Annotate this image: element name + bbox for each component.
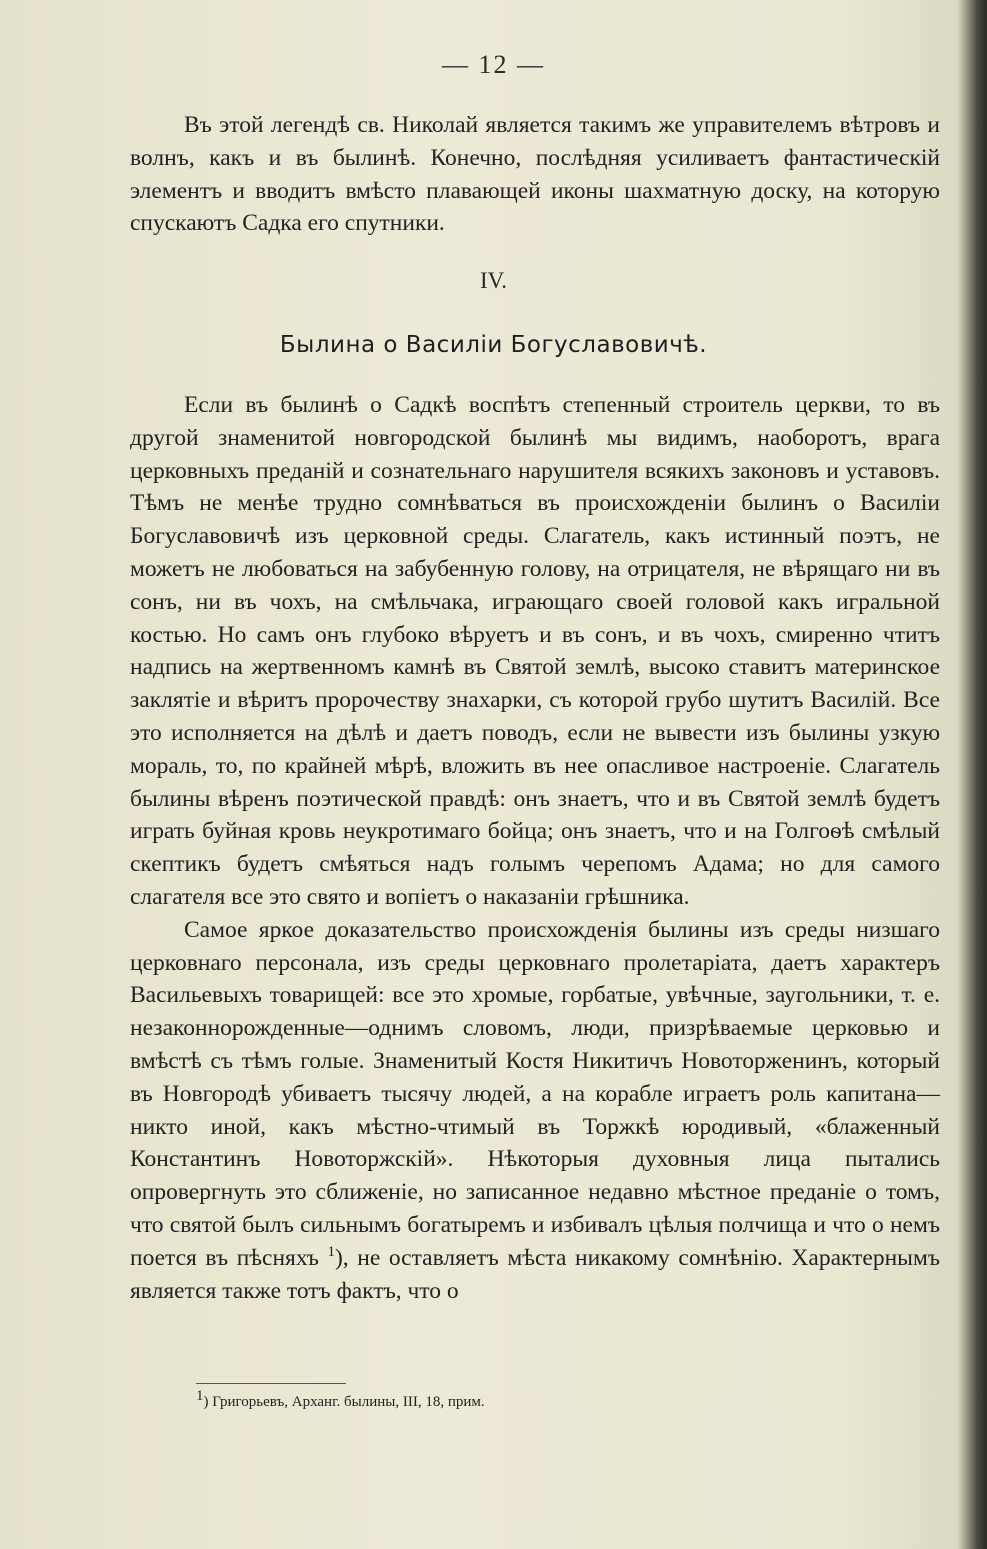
intro-paragraph: Въ этой легендѣ св. Николай является такимъ же управителемъ вѣтровъ и волнъ, какъ и въ былинѣ. Конечно, послѣдняя усиливаетъ фантастическій элементъ и вводитъ вмѣсто плавающей иконы шахматную доску, на которую спускаютъ Садка его спутники. bbox=[130, 112, 940, 237]
footnote: $^1$) Григорьевъ, Арханг. былины, III, 18, прим. bbox=[196, 1388, 485, 1410]
main-paragraph-2 bbox=[130, 914, 940, 1308]
main-text-block bbox=[130, 389, 940, 1307]
section-title: Былина о Василіи Богуславовичѣ. bbox=[279, 332, 708, 358]
footnote-divider bbox=[196, 1383, 346, 1384]
section-number: IV. bbox=[479, 268, 508, 293]
main-paragraph-1: Если въ былинѣ о Садкѣ воспѣтъ степенный строитель церкви, то въ другой знаменитой новгородской былинѣ мы видимъ, наоборотъ, врага церковныхъ преданій и сознательнаго нарушителя всякихъ законовъ и уставовъ. Тѣмъ не менѣе трудно сомнѣваться въ происхожденіи былинъ о Василіи Богуславовичѣ изъ церковной среды. Слагатель, какъ истинный поэтъ, не можетъ не любоваться на забубенную голову, на отрицателя, не вѣрящаго ни въ сонъ, ни въ чохъ, на смѣльчака, играющаго своей головой какъ игральной костью. Но самъ онъ глубоко вѣруетъ и въ сонъ, и въ чохъ, смиренно чтитъ надпись на жертвенномъ камнѣ въ Святой землѣ, высоко ставитъ материнское заклятіе и вѣритъ пророчеству знахарки, съ которой грубо шутитъ Василій. Все это исполняется на дѣлѣ и даетъ поводъ, если не вывести изъ былины узкую мораль, то, по крайней мѣрѣ, вложить въ нее опасливое настроеніе. Слагатель былины вѣренъ поэтической правдѣ: онъ знаетъ, что и въ Святой землѣ будетъ играть буйная кровь неукротимаго бойца; онъ знаетъ, что и на Голгоѳѣ смѣлый скептикъ будетъ смѣяться надъ голымъ черепомъ Адама; но для самого слагателя все это свято и вопіетъ о наказаніи грѣшника. bbox=[130, 392, 940, 910]
footnote-text: Григорьевъ, Арханг. былины, III, 18, прим. bbox=[212, 1394, 485, 1410]
footnote-marker: 1 bbox=[196, 1388, 204, 1404]
intro-paragraph-block bbox=[130, 109, 940, 240]
footnote-reference[interactable]: 1 bbox=[327, 1243, 335, 1260]
main-paragraph-2-tail: ), не оставляетъ мѣста никакому сомнѣнію. Характернымъ является также тотъ фактъ, что о bbox=[130, 1244, 940, 1304]
main-paragraph-2-text: Самое яркое доказательство происхожденія былины изъ среды низшаго церковнаго персонала, изъ среды церковнаго пролетаріата, даетъ характеръ Васильевыхъ товарищей: все это хромые, горбатые, увѣчные, заугольники, т. е. незаконнорожденные—однимъ словомъ, люди, призрѣваемые церковью и вмѣстѣ съ тѣмъ голые. Знаменитый Костя Никитичъ Новоторженинъ, который въ Новгородѣ убиваетъ тысячу людей, а на корабле играетъ роль капитана—никто иной, какъ мѣстно-чтимый въ Торжкѣ юродивый, «блаженный Константинъ Новоторжскій». Нѣкоторыя духовныя лица пытались опровергнуть это сближеніе, но записанное недавно мѣстное преданіе о томъ, что святой былъ сильнымъ богатыремъ и избивалъ цѣлыя полчища и что о немъ поется въ пѣсняхъ bbox=[130, 916, 940, 1271]
page-number: — 12 — bbox=[442, 50, 545, 79]
